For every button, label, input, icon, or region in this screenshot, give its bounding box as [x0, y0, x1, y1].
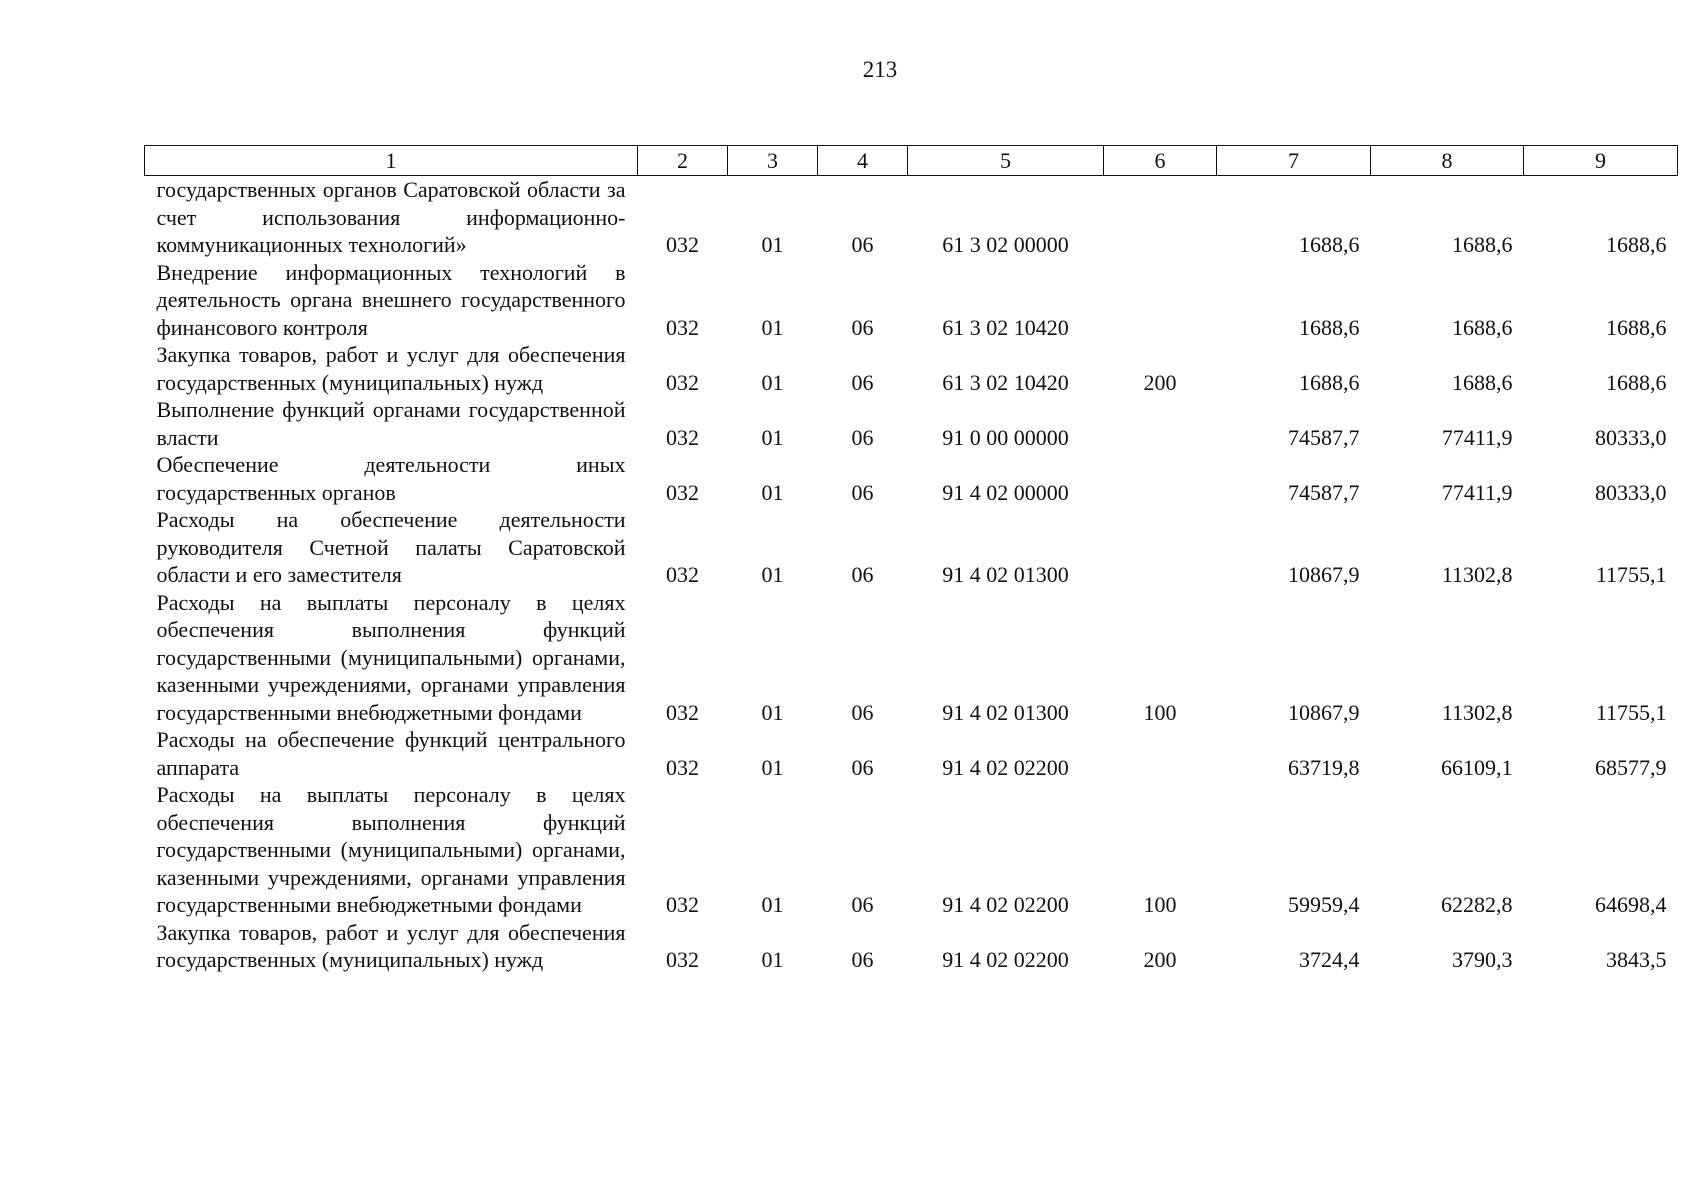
row-description: Расходы на обеспечение функций центрального аппарата	[156, 727, 626, 780]
row-expense-type: 100	[1143, 699, 1177, 725]
row-amount-year-1: 74587,7	[1288, 424, 1360, 450]
row-podrazdel: 06	[851, 369, 874, 395]
row-ved: 032	[666, 562, 699, 587]
header-row	[145, 146, 1678, 176]
row-podrazdel: 06	[851, 562, 874, 587]
row-amount-year-2: 77411,9	[1441, 424, 1513, 450]
header-col-5: 5	[908, 146, 1104, 176]
budget-table-container	[144, 145, 1677, 974]
row-podrazdel: 06	[851, 754, 874, 780]
row-amount-year-3: 11755,1	[1595, 699, 1667, 725]
row-target-article: 91 4 02 01300	[942, 562, 1069, 587]
row-amount-year-1: 1688,6	[1299, 314, 1360, 340]
row-expense-type	[1104, 396, 1217, 451]
row-podrazdel: 06	[851, 947, 874, 972]
row-amount-year-3: 11755,1	[1595, 562, 1667, 587]
row-description: Внедрение информационных технологий в деятельность органа внешнего государственного финансового контроля	[156, 259, 626, 340]
header-col-4: 4	[818, 146, 908, 176]
table-body	[145, 176, 1678, 974]
row-podrazdel: 06	[851, 232, 874, 257]
row-amount-year-2: 62282,8	[1441, 892, 1513, 917]
row-amount-year-2: 11302,8	[1441, 562, 1513, 587]
row-description: Обеспечение деятельности иных государственных органов	[156, 452, 626, 505]
header-col-6: 6	[1104, 146, 1217, 176]
table-header	[145, 146, 1678, 176]
row-expense-type: 200	[1143, 947, 1177, 972]
row-target-article: 91 4 02 00000	[942, 479, 1069, 505]
row-expense-type	[1104, 726, 1217, 781]
row-podrazdel: 06	[851, 892, 874, 917]
table-row	[145, 726, 1678, 781]
row-amount-year-3: 68577,9	[1595, 754, 1667, 780]
row-amount-year-2: 3790,3	[1452, 947, 1513, 972]
row-amount-year-1: 1688,6	[1299, 369, 1360, 395]
row-razdel: 01	[761, 479, 784, 505]
row-amount-year-2: 1688,6	[1452, 369, 1513, 395]
row-amount-year-2: 1688,6	[1452, 314, 1513, 340]
row-razdel: 01	[761, 699, 784, 725]
row-razdel: 01	[761, 424, 784, 450]
row-podrazdel: 06	[851, 314, 874, 340]
row-amount-year-3: 3843,5	[1606, 947, 1667, 972]
row-amount-year-2: 66109,1	[1441, 754, 1513, 780]
row-target-article: 91 4 02 01300	[942, 699, 1069, 725]
header-col-8: 8	[1371, 146, 1524, 176]
table-row	[145, 589, 1678, 727]
row-amount-year-1: 74587,7	[1288, 479, 1360, 505]
row-description: Расходы на выплаты персоналу в целях обеспечения выполнения функций государственными (муниципальными) органами, казенными учреждениями, органами управления государственными внебюджетными фондами	[156, 589, 626, 725]
table-row	[145, 451, 1678, 506]
row-podrazdel: 06	[851, 699, 874, 725]
row-expense-type	[1104, 451, 1217, 506]
table-row	[145, 259, 1678, 342]
row-target-article: 61 3 02 00000	[942, 232, 1069, 257]
row-amount-year-2: 77411,9	[1441, 479, 1513, 505]
row-amount-year-1: 59959,4	[1288, 892, 1360, 917]
row-description: Расходы на выплаты персоналу в целях обеспечения выполнения функций государственными (муниципальными) органами, казенными учреждениями, органами управления государственными внебюджетными фондами	[156, 782, 626, 917]
row-target-article: 61 3 02 10420	[942, 314, 1069, 340]
row-ved: 032	[666, 232, 699, 257]
row-amount-year-1: 3724,4	[1299, 947, 1360, 972]
row-expense-type: 200	[1143, 369, 1177, 395]
row-ved: 032	[666, 424, 699, 450]
table-row	[145, 506, 1678, 589]
row-target-article: 61 3 02 10420	[942, 369, 1069, 395]
row-description: Закупка товаров, работ и услуг для обеспечения государственных (муниципальных) нужд	[156, 919, 626, 972]
row-amount-year-3: 1688,6	[1606, 369, 1667, 395]
row-podrazdel: 06	[851, 479, 874, 505]
row-razdel: 01	[761, 232, 784, 257]
row-expense-type	[1104, 259, 1217, 342]
row-ved: 032	[666, 314, 699, 340]
row-ved: 032	[666, 892, 699, 917]
row-amount-year-3: 1688,6	[1606, 314, 1667, 340]
row-razdel: 01	[761, 314, 784, 340]
row-amount-year-3: 1688,6	[1606, 232, 1667, 257]
table-row	[145, 176, 1678, 259]
row-expense-type	[1104, 506, 1217, 589]
row-amount-year-2: 11302,8	[1441, 699, 1513, 725]
row-amount-year-2: 1688,6	[1452, 232, 1513, 257]
row-target-article: 91 4 02 02200	[942, 892, 1069, 917]
header-col-9: 9	[1524, 146, 1678, 176]
header-col-2: 2	[638, 146, 728, 176]
row-description: государственных органов Саратовской области за счет использования информационно-коммуникационных технологий»	[156, 177, 626, 257]
row-expense-type: 100	[1143, 892, 1177, 917]
page-number: 213	[862, 57, 898, 82]
row-ved: 032	[666, 699, 699, 725]
row-razdel: 01	[761, 892, 784, 917]
row-amount-year-1: 10867,9	[1288, 562, 1360, 587]
row-ved: 032	[666, 369, 699, 395]
row-ved: 032	[666, 947, 699, 972]
row-amount-year-1: 63719,8	[1288, 754, 1360, 780]
row-description: Закупка товаров, работ и услуг для обеспечения государственных (муниципальных) нужд	[156, 342, 626, 395]
table-row	[145, 396, 1678, 451]
header-col-1: 1	[145, 146, 638, 176]
row-target-article: 91 4 02 02200	[942, 947, 1069, 972]
row-description: Расходы на обеспечение деятельности руководителя Счетной палаты Саратовской области и его заместителя	[156, 507, 626, 587]
row-razdel: 01	[761, 947, 784, 972]
row-razdel: 01	[761, 369, 784, 395]
table-row	[145, 919, 1678, 974]
row-ved: 032	[666, 754, 699, 780]
row-razdel: 01	[761, 754, 784, 780]
row-razdel: 01	[761, 562, 784, 587]
header-col-7: 7	[1217, 146, 1371, 176]
header-col-3: 3	[728, 146, 818, 176]
row-amount-year-3: 64698,4	[1595, 892, 1667, 917]
row-target-article: 91 0 00 00000	[942, 424, 1069, 450]
row-expense-type	[1104, 176, 1217, 259]
table-row	[145, 341, 1678, 396]
row-target-article: 91 4 02 02200	[942, 754, 1069, 780]
row-amount-year-3: 80333,0	[1595, 479, 1667, 505]
table-row	[145, 781, 1678, 919]
row-amount-year-3: 80333,0	[1595, 424, 1667, 450]
row-amount-year-1: 10867,9	[1288, 699, 1360, 725]
row-podrazdel: 06	[851, 424, 874, 450]
row-description: Выполнение функций органами государственной власти	[156, 397, 626, 450]
row-amount-year-1: 1688,6	[1299, 232, 1360, 257]
budget-table	[144, 145, 1678, 974]
row-ved: 032	[666, 479, 699, 505]
